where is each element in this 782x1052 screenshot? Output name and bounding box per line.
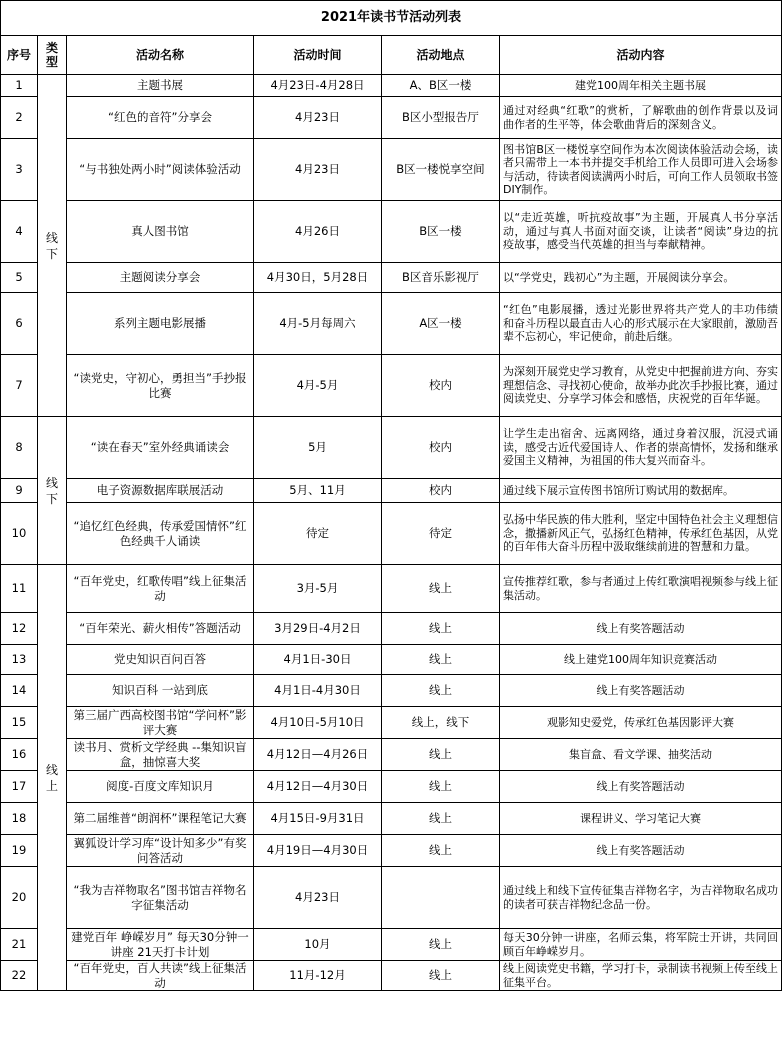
cell-name: “与书独处两小时”阅读体验活动	[67, 139, 254, 201]
cell-name: “红色的音符”分享会	[67, 97, 254, 139]
cell-time: 3月29日-4月2日	[254, 613, 382, 645]
cell-name: “读在春天”室外经典诵读会	[67, 417, 254, 479]
table-row	[1, 479, 782, 503]
cell-place: B区小型报告厅	[382, 97, 500, 139]
cell-index: 11	[1, 565, 38, 613]
cell-place: 待定	[382, 503, 500, 565]
cell-index: 14	[1, 675, 38, 707]
header-type: 类型	[38, 36, 67, 75]
cell-name: “百年荣光、薪火相传”答题活动	[67, 613, 254, 645]
table-row	[1, 503, 782, 565]
type-label: 线下	[45, 230, 58, 261]
cell-place: 校内	[382, 355, 500, 417]
cell-place: A、B区一楼	[382, 75, 500, 97]
cell-name: “追忆红色经典，传承爱国情怀”红色经典千人诵读	[67, 503, 254, 565]
cell-content: 每天30分钟一讲座，名师云集，将军院士开讲，共同回顾百年峥嵘岁月。	[500, 929, 782, 961]
table-row	[1, 201, 782, 263]
cell-index: 1	[1, 75, 38, 97]
header-name: 活动名称	[67, 36, 254, 75]
cell-content: 集盲盒、看文学课、抽奖活动	[500, 739, 782, 771]
table-row	[1, 263, 782, 293]
header-place: 活动地点	[382, 36, 500, 75]
cell-time: 4月1日-30日	[254, 645, 382, 675]
cell-name: “读党史，守初心，勇担当”手抄报比赛	[67, 355, 254, 417]
cell-time: 待定	[254, 503, 382, 565]
cell-index: 17	[1, 771, 38, 803]
cell-type	[38, 565, 67, 991]
cell-content: 观影知史爱党，传承红色基因影评大赛	[500, 707, 782, 739]
table-body	[1, 75, 782, 991]
cell-index: 7	[1, 355, 38, 417]
cell-time: 5月	[254, 417, 382, 479]
cell-index: 5	[1, 263, 38, 293]
cell-index: 15	[1, 707, 38, 739]
cell-content: 图书馆B区一楼悦享空间作为本次阅读体验活动会场，读者只需带上一本书并提交手机给工作人员即可进入会场参与活动，待读者阅读满两小时后，可向工作人员领取书签DIY制作。	[500, 139, 782, 201]
cell-index: 19	[1, 835, 38, 867]
cell-time: 4月12日—4月30日	[254, 771, 382, 803]
cell-content: 建党100周年相关主题书展	[500, 75, 782, 97]
cell-time: 4月15日-9月31日	[254, 803, 382, 835]
cell-content: 宣传推荐红歌，参与者通过上传红歌演唱视频参与线上征集活动。	[500, 565, 782, 613]
cell-index: 2	[1, 97, 38, 139]
cell-name: 建党百年 峥嵘岁月” 每天30分钟一讲座 21天打卡计划	[67, 929, 254, 961]
cell-index: 3	[1, 139, 38, 201]
header-time: 活动时间	[254, 36, 382, 75]
cell-time: 4月23日	[254, 867, 382, 929]
cell-index: 16	[1, 739, 38, 771]
table-row	[1, 293, 782, 355]
cell-time: 4月-5月	[254, 355, 382, 417]
header-index: 序号	[1, 36, 38, 75]
cell-name: 读书月、赏析文学经典 --集知识盲盒，抽惊喜大奖	[67, 739, 254, 771]
table-title: 2021年读书节活动列表	[1, 1, 782, 36]
cell-place: B区一楼悦享空间	[382, 139, 500, 201]
cell-content: 弘扬中华民族的伟大胜利，坚定中国特色社会主义理想信念，撒播新风正气，弘扬红色精神，传承红色基因，从党的百年伟大奋斗历程中汲取继续前进的智慧和力量。	[500, 503, 782, 565]
cell-place: 线上	[382, 803, 500, 835]
cell-time: 5月、11月	[254, 479, 382, 503]
cell-content: 线上有奖答题活动	[500, 771, 782, 803]
table-row	[1, 707, 782, 739]
cell-type	[38, 417, 67, 565]
cell-name: 知识百科 一站到底	[67, 675, 254, 707]
cell-content: “红色”电影展播，透过光影世界将共产党人的丰功伟绩和奋斗历程以最直击人心的形式展示在大家眼前，激励吾辈不忘初心，牢记使命，前赴后继。	[500, 293, 782, 355]
cell-content: 线上建党100周年知识竞赛活动	[500, 645, 782, 675]
table-row	[1, 355, 782, 417]
cell-place: 线上	[382, 835, 500, 867]
cell-content: 为深刻开展党史学习教育，从党史中把握前进方向、夯实理想信念、寻找初心使命，故举办此次手抄报比赛，通过阅读党史、分享学习体会和感悟，庆祝党的百年华诞。	[500, 355, 782, 417]
cell-index: 8	[1, 417, 38, 479]
cell-place: 线上	[382, 771, 500, 803]
cell-place: 线上	[382, 739, 500, 771]
cell-index: 20	[1, 867, 38, 929]
cell-content: 以“学党史，践初心”为主题，开展阅读分享会。	[500, 263, 782, 293]
cell-name: “百年党史，红歌传唱”线上征集活动	[67, 565, 254, 613]
cell-place: 线上	[382, 645, 500, 675]
cell-time: 4月23日-4月28日	[254, 75, 382, 97]
cell-place: 线上	[382, 929, 500, 961]
cell-time: 11月-12月	[254, 961, 382, 991]
cell-name: 阅度-百度文库知识月	[67, 771, 254, 803]
cell-place: 线上	[382, 565, 500, 613]
cell-time: 4月30日，5月28日	[254, 263, 382, 293]
cell-place: 校内	[382, 417, 500, 479]
table-row	[1, 645, 782, 675]
cell-index: 18	[1, 803, 38, 835]
cell-index: 9	[1, 479, 38, 503]
cell-place: 线上	[382, 961, 500, 991]
cell-name: 主题阅读分享会	[67, 263, 254, 293]
cell-place: A区一楼	[382, 293, 500, 355]
table-row	[1, 613, 782, 645]
cell-name: 主题书展	[67, 75, 254, 97]
cell-time: 4月19日—4月30日	[254, 835, 382, 867]
cell-name: 党史知识百问百答	[67, 645, 254, 675]
cell-index: 4	[1, 201, 38, 263]
cell-name: 真人图书馆	[67, 201, 254, 263]
cell-name: “百年党史，百人共读”线上征集活动	[67, 961, 254, 991]
cell-content: 通过线下展示宣传图书馆所订购试用的数据库。	[500, 479, 782, 503]
table-row	[1, 961, 782, 991]
cell-index: 12	[1, 613, 38, 645]
table-row	[1, 139, 782, 201]
cell-name: 系列主题电影展播	[67, 293, 254, 355]
cell-time: 4月-5月每周六	[254, 293, 382, 355]
cell-index: 21	[1, 929, 38, 961]
cell-content: 以“走近英雄，听抗疫故事”为主题，开展真人书分享活动，通过与真人书面对面交谈，让读者“阅读”身边的抗疫故事，感受当代英雄的担当与奉献精神。	[500, 201, 782, 263]
cell-name: 第二届维普“朗润杯”课程笔记大赛	[67, 803, 254, 835]
table-row	[1, 867, 782, 929]
cell-index: 10	[1, 503, 38, 565]
cell-name: 翼狐设计学习库“设计知多少”有奖问答活动	[67, 835, 254, 867]
cell-name: 电子资源数据库联展活动	[67, 479, 254, 503]
cell-content: 通过对经典“红歌”的赏析，了解歌曲的创作背景以及词曲作者的生平等，体会歌曲背后的深刻含义。	[500, 97, 782, 139]
cell-place: 线上	[382, 613, 500, 645]
cell-time: 4月26日	[254, 201, 382, 263]
table-row	[1, 417, 782, 479]
cell-content: 让学生走出宿舍、远离网络，通过身着汉服，沉浸式诵读，感受古近代爱国诗人、作者的崇高情怀，发扬和继承爱国主义精神，为祖国的伟大复兴而奋斗。	[500, 417, 782, 479]
table-row	[1, 929, 782, 961]
table-row	[1, 75, 782, 97]
table-row	[1, 97, 782, 139]
table-row	[1, 565, 782, 613]
cell-place: 线上	[382, 675, 500, 707]
type-label: 线下	[45, 475, 58, 506]
header-content: 活动内容	[500, 36, 782, 75]
table-row	[1, 803, 782, 835]
cell-content: 课程讲义、学习笔记大赛	[500, 803, 782, 835]
cell-time: 4月23日	[254, 139, 382, 201]
cell-time: 4月1日-4月30日	[254, 675, 382, 707]
cell-place: 线上，线下	[382, 707, 500, 739]
cell-time: 3月-5月	[254, 565, 382, 613]
cell-name: 第三届广西高校图书馆“学问杯”影评大赛	[67, 707, 254, 739]
cell-name: “我为吉祥物取名”图书馆吉祥物名字征集活动	[67, 867, 254, 929]
cell-place: B区音乐影视厅	[382, 263, 500, 293]
cell-time: 10月	[254, 929, 382, 961]
cell-place	[382, 867, 500, 929]
type-label: 线上	[45, 762, 58, 793]
cell-type	[38, 75, 67, 417]
table-row	[1, 771, 782, 803]
cell-index: 22	[1, 961, 38, 991]
cell-time: 4月12日—4月26日	[254, 739, 382, 771]
cell-content: 线上有奖答题活动	[500, 835, 782, 867]
cell-content: 通过线上和线下宣传征集吉祥物名字，为吉祥物取名成功的读者可获吉祥物纪念品一份。	[500, 867, 782, 929]
cell-index: 13	[1, 645, 38, 675]
cell-place: B区一楼	[382, 201, 500, 263]
cell-time: 4月23日	[254, 97, 382, 139]
table-row	[1, 675, 782, 707]
cell-place: 校内	[382, 479, 500, 503]
cell-content: 线上有奖答题活动	[500, 613, 782, 645]
cell-index: 6	[1, 293, 38, 355]
cell-content: 线上有奖答题活动	[500, 675, 782, 707]
cell-content: 线上阅读党史书籍，学习打卡，录制读书视频上传至线上征集平台。	[500, 961, 782, 991]
table-row	[1, 739, 782, 771]
cell-time: 4月10日-5月10日	[254, 707, 382, 739]
table-row	[1, 835, 782, 867]
